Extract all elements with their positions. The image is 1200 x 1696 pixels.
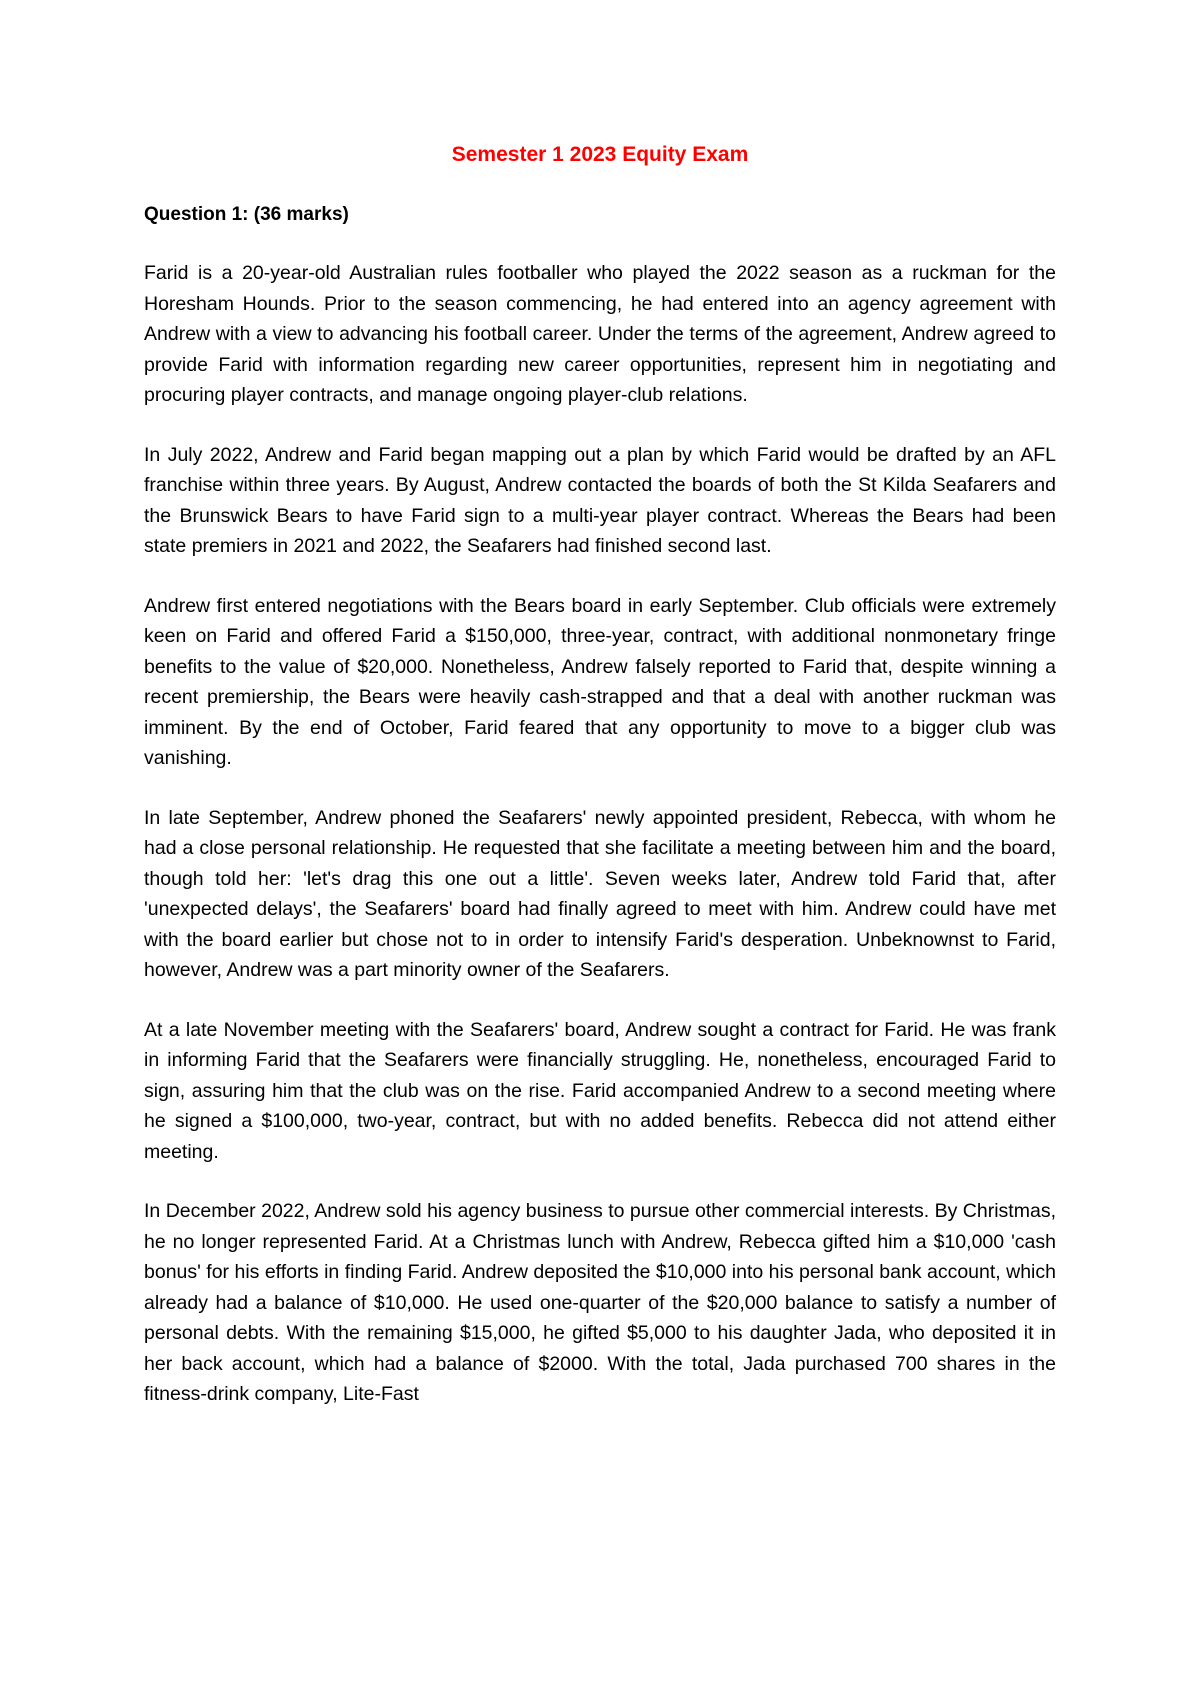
question-heading: Question 1: (36 marks) — [144, 204, 349, 225]
paragraph-3: Andrew first entered negotiations with the Bears board in early September. Club officials were extremely keen on Farid and offered Farid a $150,000, three-year, contract, with additional nonmonetary fringe benefits to the value of $20,000. Nonetheless, Andrew falsely reported to Farid that, despite winning a recent premiership, the Bears were heavily cash-strapped and that a deal with another ruckman was imminent. By the end of October, Farid feared that any opportunity to move to a bigger club was vanishing. — [144, 594, 1056, 769]
paragraph-1: Farid is a 20-year-old Australian rules footballer who played the 2022 season as a ruckman for the Horesham Hounds. Prior to the season commencing, he had entered into an agency agreement with Andrew with a view to advancing his football career. Under the terms of the agreement, Andrew agreed to provide Farid with information regarding new career opportunities, represent him in negotiating and procuring player contracts, and manage ongoing player-club relations. — [144, 262, 1056, 406]
paragraph-2: In July 2022, Andrew and Farid began mapping out a plan by which Farid would be drafted by an AFL franchise within three years. By August, Andrew contacted the boards of both the St Kilda Seafarers and the Brunswick Bears to have Farid sign to a multi-year player contract. Whereas the Bears had been state premiers in 2021 and 2022, the Seafarers had finished second last. — [144, 443, 1056, 557]
paragraph-5: At a late November meeting with the Seafarers' board, Andrew sought a contract for Farid. He was frank in informing Farid that the Seafarers were financially struggling. He, nonetheless, encouraged Farid to sign, assuring him that the club was on the rise. Farid accompanied Andrew to a second meeting where he signed a $100,000, two-year, contract, but with no added benefits. Rebecca did not attend either meeting. — [144, 1018, 1056, 1163]
paragraph-4: In late September, Andrew phoned the Seafarers' newly appointed president, Rebecca, with whom he had a close personal relationship. He requested that she facilitate a meeting between him and the board, though told her: 'let's drag this one out a little'. Seven weeks later, Andrew told Farid that, after 'unexpected delays', the Seafarers' board had finally agreed to meet with him. Andrew could have met with the board earlier but chose not to in order to intensify Farid's desperation. Unbeknownst to Farid, however, Andrew was a part minority owner of the Seafarers. — [144, 806, 1056, 981]
question-body — [144, 258, 1056, 1410]
exam-title: Semester 1 2023 Equity Exam — [451, 143, 749, 166]
document-page — [144, 140, 1056, 1410]
paragraph-6: In December 2022, Andrew sold his agency business to pursue other commercial interests. By Christmas, he no longer represented Farid. At a Christmas lunch with Andrew, Rebecca gifted him a $10,000 'cash bonus' for his efforts in finding Farid. Andrew deposited the $10,000 into his personal bank account, which already had a balance of $10,000. He used one-quarter of the $20,000 balance to satisfy a number of personal debts. With the remaining $15,000, he gifted $5,000 to his daughter Jada, who deposited it in her back account, which had a balance of $2000. With the total, Jada purchased 700 shares in the fitness-drink company, Lite-Fast — [144, 1200, 1056, 1405]
